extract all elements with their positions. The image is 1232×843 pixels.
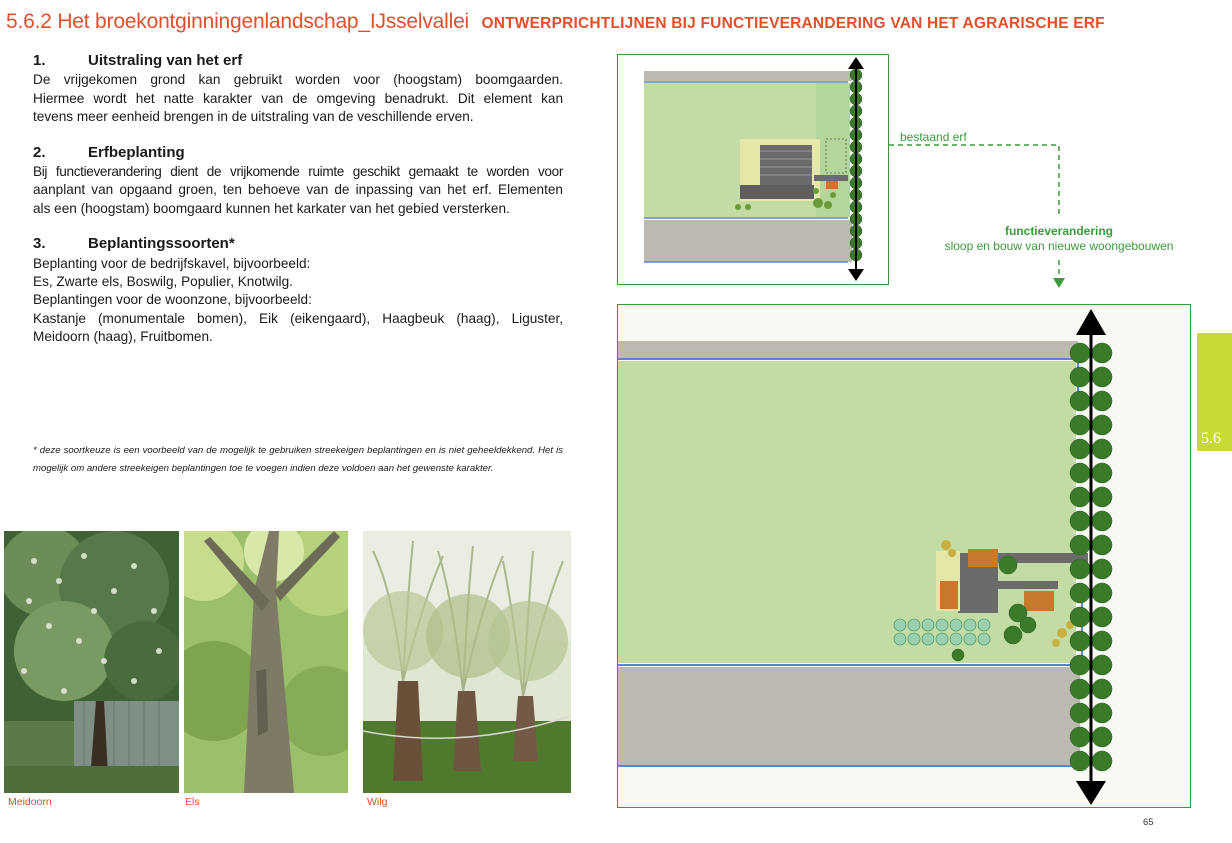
photo-wilg xyxy=(363,531,571,793)
section-beplantingssoorten xyxy=(33,235,563,346)
section-line: Meidoorn (haag), Fruitbomen. xyxy=(33,329,213,345)
section-line: De vrijgekomen grond kan gebruikt worden voor (hoogstam) boomgaarden. xyxy=(33,72,563,88)
section-line: Kastanje (monumentale bomen), Eik (eikengaard), Haagbeuk (haag), Liguster, xyxy=(33,310,563,326)
photo-caption: Meidoorn xyxy=(8,796,52,808)
label-existing-farm: bestaand erf xyxy=(900,130,967,144)
photo-els xyxy=(184,531,348,793)
page-subtitle: ONTWERPRICHTLIJNEN BIJ FUNCTIEVERANDERING VAN HET AGRARISCHE ERF xyxy=(481,15,1105,32)
label-function-change xyxy=(900,224,1218,254)
section-heading: 3. Beplantingssoorten* xyxy=(33,235,235,253)
map-new-design xyxy=(617,304,1191,808)
label-function-change-desc: sloop en bouw van nieuwe woongebouwen xyxy=(944,239,1174,253)
chapter-tab xyxy=(1197,333,1232,451)
map-existing-farm xyxy=(617,54,889,285)
chapter-tab-label: 5.6 xyxy=(1201,430,1221,447)
section-uitstraling xyxy=(33,52,563,127)
section-line: als een (hoogstam) boomgaard kunnen het karkater van het gebied versterken. xyxy=(33,200,510,216)
section-erfbeplanting xyxy=(33,144,563,219)
text-column xyxy=(33,52,563,364)
section-heading: 2. Erfbeplanting xyxy=(33,143,185,161)
page-title: 5.6.2 Het broekontginningenlandschap_IJsselvallei xyxy=(6,10,470,33)
photo-caption: Wilg xyxy=(367,796,388,808)
section-line: Hiermee wordt het natte karakter van de omgeving benadrukt. Dit element kan xyxy=(33,90,563,106)
page-number: 65 xyxy=(1143,817,1154,828)
section-heading: 1. Uitstraling van het erf xyxy=(33,52,243,69)
section-line: aanplant van opgaand groen, ten behoeve van de inpassing van het erf. Elementen xyxy=(33,182,563,198)
photo-caption: Els xyxy=(185,796,200,808)
section-line: Bij functieverandering dient de vrijkomende ruimte geschikt gemaakt te worden voor xyxy=(33,164,563,180)
connector-arrow xyxy=(887,140,1067,292)
page-header xyxy=(6,10,1105,34)
section-line: Beplantingen voor de woonzone, bijvoorbeeld: xyxy=(33,292,312,308)
section-line: Beplanting voor de bedrijfskavel, bijvoorbeeld: xyxy=(33,255,311,271)
section-line: Es, Zwarte els, Boswilg, Populier, Knotwilg. xyxy=(33,274,293,290)
section-line: tevens meer eenheid brengen in de uitstraling van de veschillende erven. xyxy=(33,109,474,125)
label-function-change-title: functieverandering xyxy=(1004,224,1114,238)
footnote: * deze soortkeuze is een voorbeeld van de mogelijk te gebruiken streekeigen beplantingen en is niet geheeldekkend. Het is mogelijk om andere streekeigen beplantingen toe te voegen indien deze voldoen aan het gewenste karakter. xyxy=(33,445,563,474)
photo-meidoorn xyxy=(4,531,179,793)
